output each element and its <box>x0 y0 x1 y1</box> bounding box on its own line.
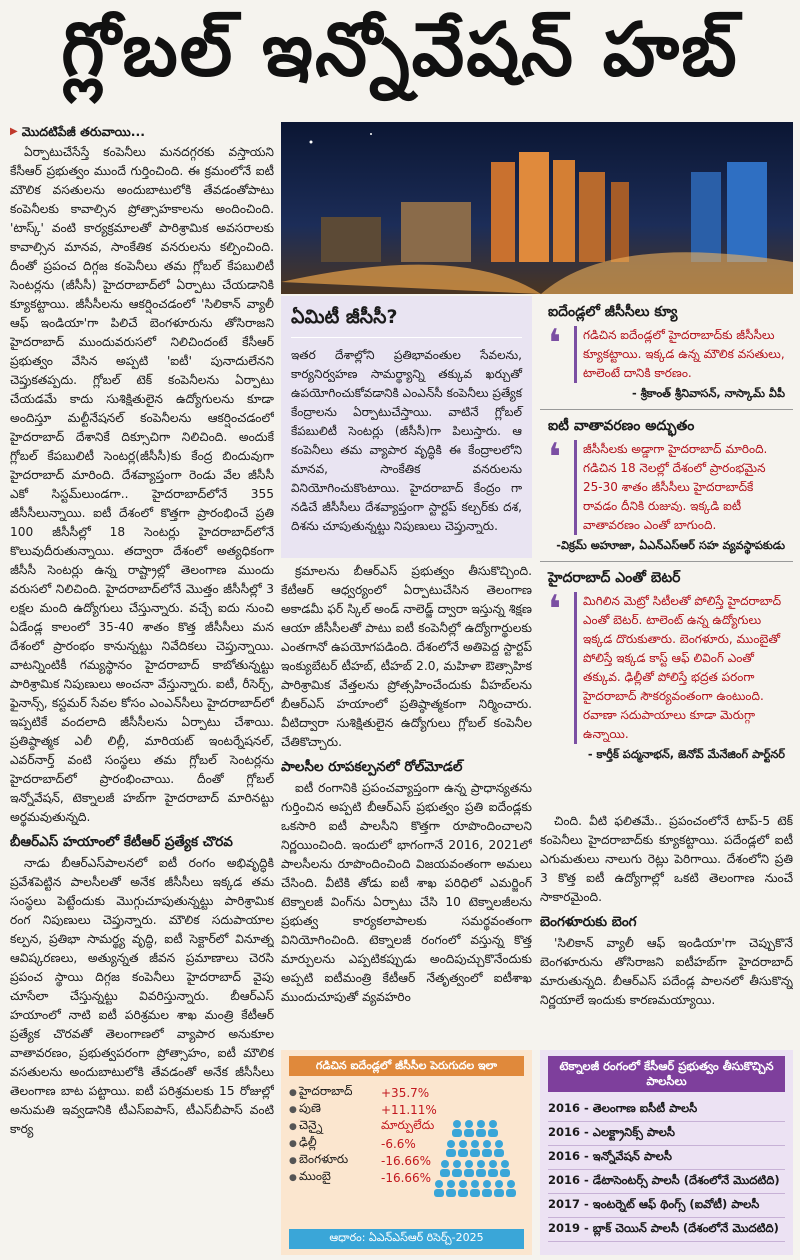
people-icon-group <box>430 1108 520 1218</box>
bullet-icon: ● <box>289 1172 297 1183</box>
quote-byline: -విక్రమ్ అహూజా, ఏఎన్‌ఎస్ఆర్ సహ వ్యవస్థాపకుడు <box>556 539 785 552</box>
bullet-icon: ● <box>289 1155 297 1166</box>
chart-row <box>289 1084 439 1101</box>
bullet-icon: ● <box>289 1104 297 1115</box>
person-icon <box>495 1140 503 1148</box>
person-icon <box>447 1140 455 1148</box>
person-icon <box>471 1180 479 1188</box>
kicker <box>10 122 274 141</box>
policy-item: 2017 - ఇంటర్నెట్ ఆఫ్ థింగ్స్ (ఐవోటీ) పాలసీ <box>548 1194 785 1218</box>
person-icon <box>483 1180 491 1188</box>
column-middle <box>281 562 532 1046</box>
person-icon <box>459 1180 467 1188</box>
person-icon <box>471 1140 479 1148</box>
chart-category: బెంగళూరు <box>299 1152 349 1166</box>
chart-row <box>289 1118 439 1135</box>
sidebar-body: ఇతర దేశాల్లోని ప్రతిభావంతుల సేవలను, కార్యనిర్వహణ సామర్థ్యాన్ని తక్కువ ఖర్చుతో ఉపయోగించుకోవడానికి ఎంఎన్‌సీ కంపెనీలు ప్రత్యేక కేంద్రాలను ఏర్పాటుచేస్తాయి. వాటినే గ్లోబల్ కేపబులిటీ సెంటర్లు (జీసీసీ)గా పిలుస్తారు. ఆ కంపెనీలు తమ వ్యాపార వృద్ధికి ఈ కేంద్రాలలోని మానవ, సాంకేతిక వనరులను వినియోగించుకొంటాయి. హైదరాబాద్ కేంద్రం గా నడిచే జీసీసీలు దేశవ్యాప్తంగా స్టార్టప్ కల్చర్‌కు దశ, దిశను చూపుతున్నట్టు నిపుణులు చెప్తున్నారు. <box>291 348 522 533</box>
chart-value: మార్పులేదు <box>381 1118 435 1132</box>
policies-box <box>540 1050 793 1255</box>
person-icon <box>435 1180 443 1188</box>
chart-category: చెన్నై <box>299 1118 323 1132</box>
policy-item: 2016 - డేటాసెంటర్స్ పాలసీ (దేశంలోనే మొదటిది) <box>548 1170 785 1194</box>
column-right <box>540 812 793 1044</box>
person-icon <box>446 1149 456 1157</box>
person-icon <box>489 1120 497 1128</box>
chart-value: +35.7% <box>381 1085 430 1100</box>
person-icon <box>483 1140 491 1148</box>
expert-quotes <box>540 296 793 806</box>
chart-value: +11.11% <box>381 1102 437 1117</box>
quote-text: గడిచిన ఐదేండ్లలో హైదరాబాద్‌కు జీసీసీలు క్యూకట్టాయి. ఇక్కడ ఉన్న మౌలిక వసతులు, టాలెంటే దానికి కారణం. <box>574 326 785 383</box>
quote-text: మిగిలిన మెట్రో సిటీలతో పోలిస్తే హైదరాబాద్ ఎంతో బెటర్. టాలెంట్ ఉన్న ఉద్యోగులు ఇక్కడ దొరుకుతారు. బెంగళూరు, ముంబైతో పోలిస్తే ఇక్కడ కాస్ట్ ఆఫ్ లివింగ్ ఎంతో తక్కువ. ఢిల్లీతో పోలిస్తే భద్రత పరంగా హైదరాబాద్ సౌకర్యవంతంగా ఉంటుంది. రవాణా సదుపాయాలు కూడా మెరుగ్గా ఉన్నాయి. <box>574 592 785 744</box>
person-icon <box>488 1169 498 1177</box>
chart-category: పుణె <box>299 1101 321 1115</box>
kicker-text: మొదటిపేజీ తరువాయి... <box>21 124 145 139</box>
sidebar-title: ఏమిటీ జీసీసీ? <box>291 306 522 338</box>
body-paragraph: 'సిలికాన్ వ్యాలీ ఆఫ్ ఇండియా'గా చెప్పుకొనే బెంగళూరును తోసిరాజని ఐటీహబ్‌గా హైదరాబాద్ మారుతున్నది. బీఆర్‌ఎస్ పదేండ్ల పాలనలో తీసుకొన్న నిర్ణయాలే ఇందుకు కారణమయ్యాయి. <box>540 936 793 1007</box>
section-subheading: బెంగళూరుకు బెంగ <box>540 914 637 930</box>
policy-item: 2016 - ఇన్నోవేషన్ పాలసీ <box>548 1146 785 1170</box>
chart-row <box>289 1135 439 1152</box>
body-paragraph: క్రమాలను బీఆర్‌ఎస్ ప్రభుత్వం తీసుకొచ్చింది. కేటీఆర్ ఆధ్వర్యంలో ఏర్పాటుచేసిన తెలంగాణ అకాడమీ ఫర్ స్కిల్ అండ్ నాలెడ్జ్ ద్వారా ఇస్తున్న శిక్షణ ఆయా జీసీసీలతో పాటు ఐటీ కంపెనీల్లో ఉద్యోగార్థులకు ఎంతగానో ఉపయోగపడింది. దేశంలోనే అతిపెద్ద స్టార్టప్ ఇంక్యుబేటర్ టీహబ్, టీహబ్ 2.0, మహిళా ఔత్సాహిక పారిశ్రామిక వేత్తలను ప్రోత్సహించేందుకు వీహబ్‌లను బీఆర్‌ఎస్ హయాంలో ప్రతిష్ఠాత్మకంగా నిర్మించారు. వీటిద్వారా సుశిక్షితులైన ఉద్యోగులు గ్లోబల్ కంపెనీల చేతికొచ్చారు. <box>281 564 532 749</box>
what-is-gcc-box <box>281 296 532 558</box>
quote-heading: హైదరాబాద్ ఎంతో బెటర్ <box>540 561 793 592</box>
body-paragraph: చింది. వీటి ఫలితమే.. ప్రపంచంలోనే టాప్-5 టెక్ కంపెనీలు హైదరాబాద్‌కు క్యూకట్టాయి. పదేండ్లలో ఐటీ ఎగుమతులు నాలుగు రెట్లు పెరిగాయి. దేశంలోని ప్రతి 3 కొత్త ఐటీ ఉద్యోగాల్లో ఒకటి తెలంగాణ నుంచే సాకారమైంది. <box>540 814 793 904</box>
body-paragraph: ఐటీ రంగానికి ప్రపంచవ్యాప్తంగా ఉన్న ప్రాధాన్యతను గుర్తించిన అప్పటి బీఆర్‌ఎస్ ప్రభుత్వం ప్రతి ఐదేండ్లకు ఒకసారి ఐటీ పాలసీని కొత్తగా రూపొందించాలని నిర్ణయించింది. ఇందులో భాగంగానే 2016, 2021లో పాలసీలను రూపొందించింది విజయవంతంగా అమలు చేసింది. వీటికి తోడు ఐటీ శాఖ పరిధిలో ఎమర్జింగ్ టెక్నాలజీ వింగ్‌ను ఏర్పాటు చేసి 10 టెక్నాలజీలను ప్రభుత్వ కార్యకలాపాలకు సమర్థవంతంగా వినియోగించింది. టెక్నాలజీ రంగంలో వస్తున్న కొత్త మార్పులను ఎప్పటికప్పుడు అందిపుచ్చుకొనేందుకు అప్పటి ఐటీమంత్రి కేటీఆర్ నేతృత్వంలో ఐటీశాఖ ముందుచూపుతో వ్యవహరిం <box>281 781 532 1004</box>
quote-mark-icon: ❛ <box>548 321 562 365</box>
triangle-right-icon: ▶ <box>10 126 18 137</box>
person-icon <box>495 1180 503 1188</box>
person-icon <box>452 1129 462 1137</box>
person-icon <box>434 1189 444 1197</box>
chart-value: -16.66% <box>381 1153 432 1168</box>
person-icon <box>482 1149 492 1157</box>
person-icon <box>458 1189 468 1197</box>
person-icon <box>477 1160 485 1168</box>
section-subheading: పాలసీల రూపకల్పనలో రోల్‌మోడల్ <box>281 759 463 775</box>
person-icon <box>452 1169 462 1177</box>
person-icon <box>464 1169 474 1177</box>
chart-category: హైదరాబాద్ <box>299 1084 353 1098</box>
bullet-icon: ● <box>289 1121 297 1132</box>
chart-category: ముంబై <box>299 1169 331 1183</box>
person-icon <box>506 1189 516 1197</box>
quote-mark-icon: ❛ <box>548 435 562 479</box>
person-icon <box>441 1160 449 1168</box>
person-icon <box>501 1160 509 1168</box>
quote-byline: - శ్రీకాంత్ శ్రీనివాసన్, నాస్కామ్ వీపీ <box>631 387 785 400</box>
person-icon <box>500 1169 510 1177</box>
policies-list <box>548 1098 785 1242</box>
city-skyline-illustration <box>281 122 793 294</box>
person-icon <box>489 1160 497 1168</box>
policy-item: 2016 - ఎలక్ట్రానిక్స్ పాలసీ <box>548 1122 785 1146</box>
person-icon <box>453 1120 461 1128</box>
quote-byline: - కార్తీక్ పద్మనాభన్, జెనోవ్ మేనేజింగ్ పార్ట్‌నర్ <box>587 748 785 761</box>
chart-row <box>289 1152 439 1169</box>
person-icon <box>476 1129 486 1137</box>
chart-category: ఢిల్లీ <box>299 1135 317 1149</box>
person-icon <box>470 1189 480 1197</box>
person-icon <box>507 1180 515 1188</box>
quote-heading: ఐటీ వాతావరణం అద్భుతం <box>540 409 793 440</box>
headline: గ్లోబల్ ఇన్నోవేషన్ హబ్ <box>61 7 739 93</box>
bullet-icon: ● <box>289 1138 297 1149</box>
person-icon <box>494 1149 504 1157</box>
policies-title: టెక్నాలజీ రంగంలో కేసీఆర్ ప్రభుత్వం తీసుకొచ్చిన పాలసీలు <box>548 1056 785 1092</box>
person-icon <box>459 1140 467 1148</box>
person-icon <box>464 1129 474 1137</box>
quote-block <box>540 561 793 770</box>
person-icon <box>494 1189 504 1197</box>
person-icon <box>465 1160 473 1168</box>
chart-value: -6.6% <box>381 1136 416 1151</box>
policy-item: 2016 - తెలంగాణ ఐసీటీ పాలసీ <box>548 1098 785 1122</box>
city-night-photo <box>281 122 793 294</box>
person-icon <box>470 1149 480 1157</box>
column-left <box>10 122 274 1256</box>
person-icon <box>447 1180 455 1188</box>
quote-mark-icon: ❛ <box>548 587 562 631</box>
body-paragraph: ఏర్పాటుచేసేస్తే కంపెనీలు మనదగ్గరకు వస్తాయని కేసీఆర్ ప్రభుత్వం ముందే గుర్తించింది. ఈ క్రమంలోనే ఐటీ మౌలిక వసతులను అందుబాటులోకి తేవడంతోపాటు కంపెనీలకు కావాల్సిన ప్రోత్సాహకాలను అందించింది. 'టాస్క్' వంటి కార్యక్రమాలతో పారిశ్రామిక అవసరాలకు కావాల్సిన మానవ, సాంకేతిక వనరులను కల్పించింది. దీంతో ప్రపంచ దిగ్గజ కంపెనీలు తమ గ్లోబల్ కేపబులిటీ సెంటర్లను (జీసీసీ) హైదరాబాద్‌లో ఏర్పాటు చేయడానికి క్యూకట్టాయి. జీసీసీలను ఆకర్షించడంలో 'సిలికాన్ వ్యాలీ ఆఫ్ ఇండియా'గా పిలిచే బెంగళూరును తోసిరాజని హైదరాబాద్ ముందువరుసలో నిలిచిందంటే కేసీఆర్ ప్రభుత్వం వేసిన అప్పటి 'ఐటీ' పునాదులేనని చెప్తుకతప్పదు. గ్లోబల్ టెక్ కంపెనీలను ఏర్పాటు చేయడమే కాదు సుశిక్షితులైన ఉద్యోగులను కూడా అందిస్తూ మల్టీనేషనల్ కంపెనీలను ఆకర్షించడంలో హైదరాబాద్ దేశానికే దిక్సూచిగా నిలిచింది. అందుకే గ్లోబల్ కేపబులిటీ సెంటర్ల(జీసీసీ)కు కేంద్ర బిందువుగా హైదరాబాద్ మారింది. దేశవ్యాప్తంగా రెండు వేల జీసీసీ ఎకో సిస్టమ్‌లుండగా.. హైదరాబాద్‌లోనే 355 జీసీసీలున్నాయి. ఐటీ దేశంలో కొత్తగా ప్రారంభించే ప్రతి 100 జీసీసీల్లో 18 సెంటర్లు హైదరాబాద్‌లోనే కొలువుదీరుతున్నాయి. తద్వారా దేశంలో అత్యధికంగా జీసీసీ సెంటర్లు ఉన్న రాష్ట్రాల్లో తెలంగాణ ముందు వరుసలో నిలిచింది. హైదరాబాద్‌లోనే మొత్తం జీసీసీల్లో 3 లక్షల మంది ఉద్యోగులు చేస్తున్నారు. వచ్చే ఐదు నుంచి ఏడేండ్ల కాలంలో 35-40 శాతం కొత్త జీసీసీలు మన దేశంలో ప్రారంభం కానున్నట్టు నివేదికలు చెప్తున్నాయి. వాటన్నింటికీ గమ్యస్థానం హైదరాబాద్ కాబోతున్నట్టు పారిశ్రామిక నిపుణులు అంచనా వేస్తున్నారు. ఐటీ, రీసెర్చ్, ఫైనాన్స్, కస్టమర్ సేవల కోసం ఎంఎన్‌సీలు హైదరాబాద్‌లో ఇప్పటికే వందలాది జీసీసీలను ఏర్పాటు చేశాయి. ప్రతిష్ఠాత్మక ఎలీ లిల్లీ, మారియట్ ఇంటర్నేషనల్, ఎవర్‌నార్త్ వంటి సంస్థలు తమ గ్లోబల్ సెంటర్లను హైదరాబాద్‌లో ప్రారంభించాయి. దీంతో గ్లోబల్ ఇన్నోవేషన్, టెక్నాలజీ హబ్‌గా హైదరాబాద్ మారినట్టు అర్థమవుతున్నది. <box>10 145 274 824</box>
chart-source: ఆధారం: ఏఎన్ఎస్ఆర్ రిసెర్చ్-2025 <box>289 1229 524 1249</box>
quote-block <box>540 409 793 561</box>
person-icon <box>446 1189 456 1197</box>
person-icon <box>477 1120 485 1128</box>
policy-item: 2019 - బ్లాక్ చెయిన్ పాలసీ (దేశంలోనే మొదటిది) <box>548 1218 785 1242</box>
gcc-growth-chart <box>281 1050 532 1255</box>
section-subheading: బీఆర్‌ఎస్ హయాంలో కేటీఆర్ ప్రత్యేక చొరవ <box>10 834 233 850</box>
quote-text: జీసీసీలకు అడ్డాగా హైదరాబాద్ మారింది. గడిచిన 18 నెలల్లో దేశంలో ప్రారంభమైన 25-30 శాతం జీసీసీలు హైదరాబాద్‌కే రావడం దీనికి రుజువు. ఇక్కడి ఐటీ వాతావరణం ఎంతో బాగుంది. <box>574 440 785 535</box>
person-icon <box>488 1129 498 1137</box>
bullet-icon: ● <box>289 1087 297 1098</box>
chart-row <box>289 1169 439 1186</box>
quote-block <box>540 296 793 409</box>
chart-row <box>289 1101 439 1118</box>
quote-heading: ఐదేండ్లలో జీసీసీలు క్యూ <box>548 304 678 320</box>
chart-rows <box>289 1084 439 1186</box>
chart-title: గడిచిన ఐదేండ్లలో జీసీసీల పెరుగుదల ఇలా <box>289 1056 524 1076</box>
person-icon <box>440 1169 450 1177</box>
person-icon <box>453 1160 461 1168</box>
body-paragraph: నాడు బీఆర్‌ఎస్‌పాలనలో ఐటీ రంగం అభివృద్ధికి ప్రవేశపెట్టిన పాలసీలతో అనేక జీసీసీలు ఇక్కడ తమ సంస్థలు పెట్టేందుకు మొగ్గుచూపుతున్నట్టు పారిశ్రామిక రంగ నిపుణులు చెప్తున్నారు. మౌలిక సదుపాయాల కల్పన, ప్రతిభా సామర్థ్య వృద్ధి, ఐటీ సెక్టార్‌లో వినూత్న ఆవిష్కరణలు, అత్యున్నత జీవన ప్రమాణాలు చెరసి ప్రపంచ స్థాయి దిగ్గజ కంపెనీలు హైదరాబాద్ వైపు చూసేలా చేస్తున్నట్టు వివరిస్తున్నారు. బీఆర్‌ఎస్ హయాంలో నాటి ఐటీ పరిశ్రమల శాఖ మంత్రి కేటీఆర్ ప్రత్యేక చొరవతో తెలంగాణలో వ్యాపార అనుకూల వాతావరణం, ప్రభుత్వపరంగా ప్రోత్సాహం, ఐటీ మౌలిక వసతులను అందుబాటులోకి తేవడంతో అనేక జీసీసీలు తెలంగాణ బాట పట్టాయి. ఐటీ పరిశ్రమలకు 15 రోజుల్లో అనుమతి ఇవ్వడానికి టీఎస్‌ఐపాస్, టీఎస్‌బీపాస్ వంటి కార్య <box>10 856 274 1136</box>
person-icon <box>465 1120 473 1128</box>
chart-value: -16.66% <box>381 1170 432 1185</box>
person-icon <box>458 1149 468 1157</box>
person-icon <box>482 1189 492 1197</box>
person-icon <box>476 1169 486 1177</box>
